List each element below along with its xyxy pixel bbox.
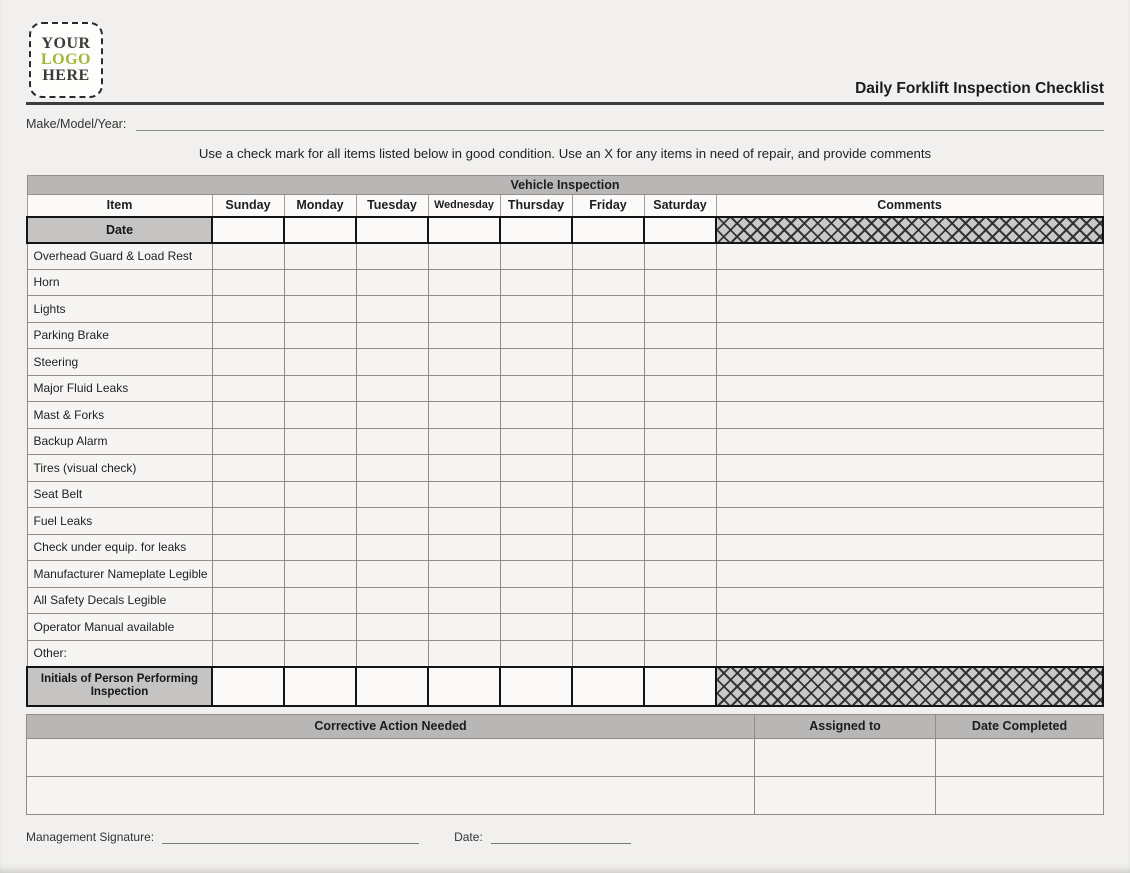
table-row xyxy=(27,349,1103,376)
item-label: Steering xyxy=(27,349,212,376)
table-row xyxy=(27,508,1103,535)
initials-cell[interactable] xyxy=(428,667,500,706)
column-header-sunday: Sunday xyxy=(212,195,284,217)
check-cell[interactable] xyxy=(500,322,572,349)
company-logo xyxy=(29,22,103,98)
management-signature-input[interactable] xyxy=(162,830,419,844)
item-label: Operator Manual available xyxy=(27,614,212,641)
check-cell[interactable] xyxy=(284,614,356,641)
table-row xyxy=(27,640,1103,667)
check-cell[interactable] xyxy=(572,322,644,349)
corrective-action-cell[interactable] xyxy=(27,738,755,776)
check-cell[interactable] xyxy=(644,349,716,376)
check-cell[interactable] xyxy=(212,243,284,270)
check-cell[interactable] xyxy=(644,428,716,455)
comment-cell[interactable] xyxy=(716,296,1103,323)
check-cell[interactable] xyxy=(428,508,500,535)
blocked-cell xyxy=(716,667,1103,706)
check-cell[interactable] xyxy=(212,455,284,482)
signature-date-input[interactable] xyxy=(491,830,631,844)
check-cell[interactable] xyxy=(284,481,356,508)
check-cell[interactable] xyxy=(644,508,716,535)
table-row xyxy=(27,481,1103,508)
date-completed-header: Date Completed xyxy=(936,714,1104,738)
check-cell[interactable] xyxy=(428,322,500,349)
logo-text-logo: LOGO xyxy=(40,51,91,68)
logo-text-here: HERE xyxy=(42,67,90,84)
check-cell[interactable] xyxy=(644,402,716,429)
check-cell[interactable] xyxy=(428,402,500,429)
item-label: Tires (visual check) xyxy=(27,455,212,482)
check-cell[interactable] xyxy=(500,561,572,588)
date-cell[interactable] xyxy=(428,217,500,243)
initials-cell[interactable] xyxy=(644,667,716,706)
check-cell[interactable] xyxy=(428,640,500,667)
check-cell[interactable] xyxy=(284,296,356,323)
comment-cell[interactable] xyxy=(716,375,1103,402)
table-row xyxy=(27,534,1103,561)
check-cell[interactable] xyxy=(356,296,428,323)
initials-cell[interactable] xyxy=(572,667,644,706)
check-cell[interactable] xyxy=(500,455,572,482)
date-completed-cell[interactable] xyxy=(936,776,1104,814)
check-cell[interactable] xyxy=(284,561,356,588)
column-header-comments: Comments xyxy=(716,195,1103,217)
check-cell[interactable] xyxy=(284,402,356,429)
comment-cell[interactable] xyxy=(716,428,1103,455)
check-cell[interactable] xyxy=(500,375,572,402)
initials-row xyxy=(27,667,1103,706)
make-model-year-row xyxy=(26,116,1104,131)
table-row xyxy=(27,322,1103,349)
management-signature-label: Management Signature: xyxy=(26,829,155,844)
check-cell[interactable] xyxy=(356,640,428,667)
column-header-wednesday: Wednesday xyxy=(428,195,500,217)
check-cell[interactable] xyxy=(212,402,284,429)
check-cell[interactable] xyxy=(500,296,572,323)
check-cell[interactable] xyxy=(212,296,284,323)
check-cell[interactable] xyxy=(212,481,284,508)
date-cell[interactable] xyxy=(284,217,356,243)
table-row xyxy=(27,776,1104,814)
check-cell[interactable] xyxy=(212,561,284,588)
check-cell[interactable] xyxy=(572,455,644,482)
check-cell[interactable] xyxy=(212,349,284,376)
check-cell[interactable] xyxy=(284,349,356,376)
instruction-text: Use a check mark for all items listed below in good condition. Use an X for any items in need of repair, and provide comments xyxy=(198,146,932,161)
check-cell[interactable] xyxy=(284,269,356,296)
check-cell[interactable] xyxy=(572,640,644,667)
check-cell[interactable] xyxy=(212,322,284,349)
check-cell[interactable] xyxy=(212,269,284,296)
vehicle-inspection-table xyxy=(26,175,1104,707)
check-cell[interactable] xyxy=(212,640,284,667)
check-cell[interactable] xyxy=(500,534,572,561)
corrective-action-header: Corrective Action Needed xyxy=(27,714,755,738)
check-cell[interactable] xyxy=(572,481,644,508)
make-model-year-input[interactable] xyxy=(136,116,1104,131)
item-label: Overhead Guard & Load Rest xyxy=(27,243,212,270)
date-row xyxy=(27,217,1103,243)
check-cell[interactable] xyxy=(644,375,716,402)
check-cell[interactable] xyxy=(284,243,356,270)
check-cell[interactable] xyxy=(572,614,644,641)
signature-row xyxy=(26,830,1104,844)
table-row xyxy=(27,296,1103,323)
item-label: Fuel Leaks xyxy=(27,508,212,535)
check-cell[interactable] xyxy=(284,375,356,402)
column-header-tuesday: Tuesday xyxy=(356,195,428,217)
item-label: Seat Belt xyxy=(27,481,212,508)
comment-cell[interactable] xyxy=(716,508,1103,535)
assigned-to-header: Assigned to xyxy=(755,714,936,738)
check-cell[interactable] xyxy=(500,402,572,429)
item-label: Parking Brake xyxy=(27,322,212,349)
comment-cell[interactable] xyxy=(716,640,1103,667)
table-row xyxy=(27,561,1103,588)
item-label: Backup Alarm xyxy=(27,428,212,455)
check-cell[interactable] xyxy=(644,640,716,667)
check-cell[interactable] xyxy=(212,375,284,402)
table-row xyxy=(27,455,1103,482)
check-cell[interactable] xyxy=(572,243,644,270)
check-cell[interactable] xyxy=(572,375,644,402)
check-cell[interactable] xyxy=(356,349,428,376)
check-cell[interactable] xyxy=(428,561,500,588)
check-cell[interactable] xyxy=(500,614,572,641)
check-cell[interactable] xyxy=(644,296,716,323)
check-cell[interactable] xyxy=(356,534,428,561)
vehicle-inspection-title: Vehicle Inspection xyxy=(27,176,1103,195)
column-header-thursday: Thursday xyxy=(500,195,572,217)
check-cell[interactable] xyxy=(572,534,644,561)
check-cell[interactable] xyxy=(644,243,716,270)
check-cell[interactable] xyxy=(356,269,428,296)
check-cell[interactable] xyxy=(500,349,572,376)
comment-cell[interactable] xyxy=(716,243,1103,270)
document-header xyxy=(26,22,1104,102)
check-cell[interactable] xyxy=(572,402,644,429)
check-cell[interactable] xyxy=(428,243,500,270)
check-cell[interactable] xyxy=(284,640,356,667)
item-label: Lights xyxy=(27,296,212,323)
check-cell[interactable] xyxy=(428,534,500,561)
date-cell[interactable] xyxy=(572,217,644,243)
initials-cell[interactable] xyxy=(356,667,428,706)
table-row xyxy=(27,614,1103,641)
comment-cell[interactable] xyxy=(716,481,1103,508)
check-cell[interactable] xyxy=(644,481,716,508)
item-label: Major Fluid Leaks xyxy=(27,375,212,402)
check-cell[interactable] xyxy=(212,614,284,641)
check-cell[interactable] xyxy=(428,296,500,323)
check-cell[interactable] xyxy=(428,349,500,376)
check-cell[interactable] xyxy=(356,455,428,482)
item-label: All Safety Decals Legible xyxy=(27,587,212,614)
item-label: Manufacturer Nameplate Legible xyxy=(27,561,212,588)
comment-cell[interactable] xyxy=(716,614,1103,641)
signature-date-label: Date: xyxy=(454,829,483,844)
date-cell[interactable] xyxy=(212,217,284,243)
comment-cell[interactable] xyxy=(716,561,1103,588)
check-cell[interactable] xyxy=(644,455,716,482)
check-cell[interactable] xyxy=(428,428,500,455)
assigned-to-cell[interactable] xyxy=(755,776,936,814)
comment-cell[interactable] xyxy=(716,349,1103,376)
initials-cell[interactable] xyxy=(500,667,572,706)
table-row xyxy=(27,375,1103,402)
check-cell[interactable] xyxy=(644,269,716,296)
check-cell[interactable] xyxy=(500,481,572,508)
check-cell[interactable] xyxy=(212,428,284,455)
check-cell[interactable] xyxy=(284,587,356,614)
check-cell[interactable] xyxy=(356,428,428,455)
comment-cell[interactable] xyxy=(716,322,1103,349)
comment-cell[interactable] xyxy=(716,455,1103,482)
blocked-cell xyxy=(716,217,1103,243)
check-cell[interactable] xyxy=(500,508,572,535)
check-cell[interactable] xyxy=(212,587,284,614)
column-header-friday: Friday xyxy=(572,195,644,217)
column-header-monday: Monday xyxy=(284,195,356,217)
item-label: Horn xyxy=(27,269,212,296)
assigned-to-cell[interactable] xyxy=(755,738,936,776)
item-label: Other: xyxy=(27,640,212,667)
check-cell[interactable] xyxy=(356,322,428,349)
check-cell[interactable] xyxy=(428,269,500,296)
check-cell[interactable] xyxy=(284,508,356,535)
check-cell[interactable] xyxy=(500,243,572,270)
comment-cell[interactable] xyxy=(716,269,1103,296)
check-cell[interactable] xyxy=(428,614,500,641)
check-cell[interactable] xyxy=(428,587,500,614)
page-title: Daily Forklift Inspection Checklist xyxy=(855,80,1104,97)
check-cell[interactable] xyxy=(356,481,428,508)
initials-row-label: Initials of Person Performing Inspection xyxy=(27,667,212,706)
check-cell[interactable] xyxy=(644,322,716,349)
check-cell[interactable] xyxy=(428,455,500,482)
date-cell[interactable] xyxy=(500,217,572,243)
corrective-action-table xyxy=(26,714,1104,815)
date-row-label: Date xyxy=(27,217,212,243)
check-cell[interactable] xyxy=(572,587,644,614)
check-cell[interactable] xyxy=(284,455,356,482)
table-row xyxy=(27,738,1104,776)
table-row xyxy=(27,402,1103,429)
date-cell[interactable] xyxy=(356,217,428,243)
check-cell[interactable] xyxy=(572,508,644,535)
check-cell[interactable] xyxy=(572,349,644,376)
check-cell[interactable] xyxy=(284,322,356,349)
column-header-item: Item xyxy=(27,195,212,217)
check-cell[interactable] xyxy=(212,534,284,561)
corrective-action-cell[interactable] xyxy=(27,776,755,814)
check-cell[interactable] xyxy=(500,269,572,296)
item-label: Mast & Forks xyxy=(27,402,212,429)
check-cell[interactable] xyxy=(644,561,716,588)
logo-text-your: YOUR xyxy=(41,35,91,52)
check-cell[interactable] xyxy=(644,587,716,614)
check-cell[interactable] xyxy=(284,428,356,455)
check-cell[interactable] xyxy=(356,375,428,402)
comment-cell[interactable] xyxy=(716,587,1103,614)
check-cell[interactable] xyxy=(572,428,644,455)
check-cell[interactable] xyxy=(356,614,428,641)
check-cell[interactable] xyxy=(500,428,572,455)
check-cell[interactable] xyxy=(500,640,572,667)
date-cell[interactable] xyxy=(644,217,716,243)
make-model-year-label: Make/Model/Year: xyxy=(26,117,127,131)
comment-cell[interactable] xyxy=(716,402,1103,429)
check-cell[interactable] xyxy=(644,614,716,641)
header-divider xyxy=(26,102,1104,105)
check-cell[interactable] xyxy=(356,587,428,614)
table-row xyxy=(27,587,1103,614)
check-cell[interactable] xyxy=(644,534,716,561)
item-label: Check under equip. for leaks xyxy=(27,534,212,561)
check-cell[interactable] xyxy=(284,534,356,561)
check-cell[interactable] xyxy=(212,508,284,535)
check-cell[interactable] xyxy=(356,402,428,429)
check-cell[interactable] xyxy=(428,481,500,508)
check-cell[interactable] xyxy=(356,508,428,535)
comment-cell[interactable] xyxy=(716,534,1103,561)
column-header-saturday: Saturday xyxy=(644,195,716,217)
initials-cell[interactable] xyxy=(212,667,284,706)
check-cell[interactable] xyxy=(572,269,644,296)
check-cell[interactable] xyxy=(356,561,428,588)
table-row xyxy=(27,428,1103,455)
table-row xyxy=(27,243,1103,270)
check-cell[interactable] xyxy=(572,296,644,323)
table-row xyxy=(27,269,1103,296)
check-cell[interactable] xyxy=(356,243,428,270)
check-cell[interactable] xyxy=(500,587,572,614)
check-cell[interactable] xyxy=(572,561,644,588)
check-cell[interactable] xyxy=(428,375,500,402)
initials-cell[interactable] xyxy=(284,667,356,706)
date-completed-cell[interactable] xyxy=(936,738,1104,776)
